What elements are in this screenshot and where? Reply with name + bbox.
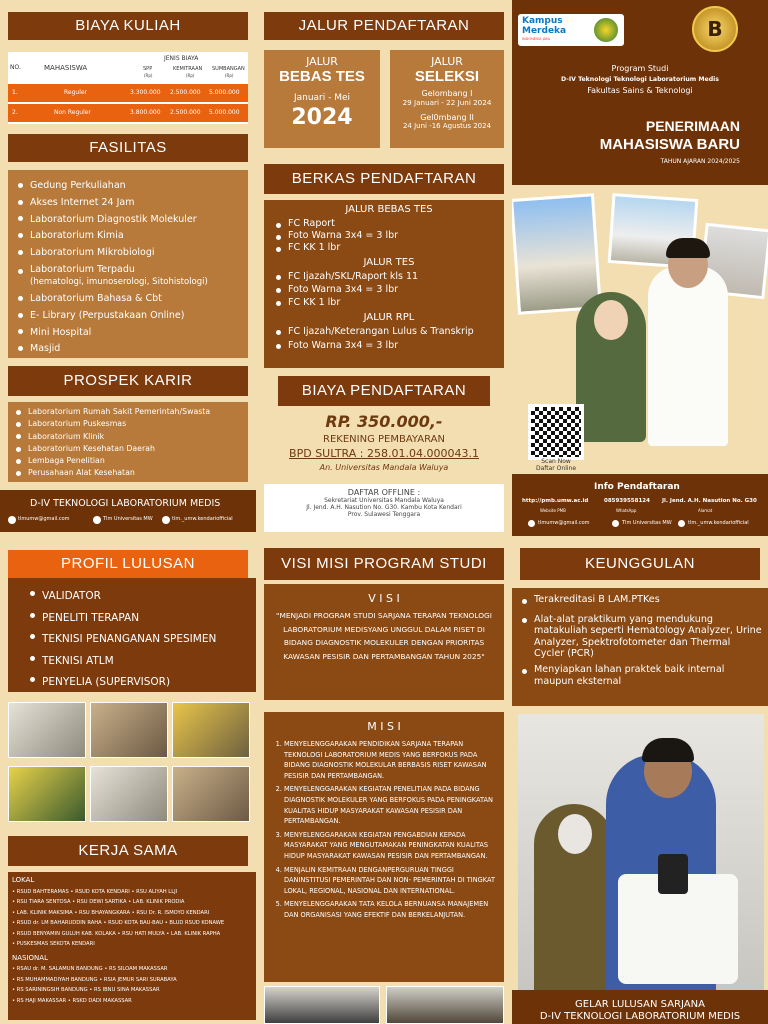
- lab-photo: [518, 714, 764, 990]
- list-item: Akses Internet 24 Jam: [16, 195, 248, 212]
- list-item: Foto Warna 3x4 = 3 lbr: [274, 230, 504, 242]
- biaya-daftar-box: [264, 376, 504, 478]
- list-item: FC KK 1 lbr: [274, 296, 504, 309]
- row-spp: 3.300.000: [130, 89, 161, 96]
- prodi-name: D-IV Teknologi Teknologi Laboratorium Medis: [561, 76, 719, 83]
- list-item: Masjid: [16, 341, 248, 358]
- activity-photo: [172, 766, 250, 822]
- fasilitas-title: FASILITAS: [8, 134, 248, 162]
- jalur-seleksi-box: [390, 50, 504, 148]
- instagram-icon: [678, 520, 685, 527]
- biaya-table: [8, 52, 248, 124]
- misi-item: 5. MENYELENGGARAKAN TATA KELOLA BERNUANSA MANAJEMEN DAN ORGANISASI YANG EFEKTIF DAN BERKELANJUTAN.: [284, 899, 496, 920]
- website-label: Website PMB: [540, 508, 566, 513]
- info-title: Info Pendaftaran: [594, 482, 680, 492]
- row-kem: 2.500.000: [170, 89, 201, 96]
- offline-box: [264, 484, 504, 532]
- cover-facebook[interactable]: Tlm Universitas MW: [622, 520, 672, 526]
- gelombang-2: Gel0mbang II: [420, 113, 474, 122]
- footer-facebook[interactable]: Tlm Universitas MW: [103, 516, 153, 522]
- visi-misi-title: VISI MISI PROGRAM STUDI: [264, 548, 504, 580]
- list-item: FC KK 1 lbr: [274, 242, 504, 254]
- list-item: VALIDATOR: [28, 586, 256, 608]
- offline-line: Sekretariat Universitas Mandala Waluya: [324, 497, 444, 504]
- accreditation-badge: B: [692, 6, 738, 52]
- biaya-daftar-title: BIAYA PENDAFTARAN: [278, 376, 490, 406]
- footer-left: [0, 490, 256, 532]
- list-item: Perusahaan Alat Kesehatan: [14, 467, 248, 479]
- gelombang-1-date: 29 Januari - 22 Juni 2024: [402, 98, 492, 107]
- gelar-degree: D-IV TEKNOLOGI LABORATORIUM MEDIS: [539, 1011, 741, 1022]
- list-item: Laboratorium Kimia: [16, 228, 248, 245]
- table-row: [8, 104, 248, 122]
- footer-title: D-IV TEKNOLOGI LABORATORIUM MEDIS: [30, 498, 221, 509]
- profil-title: PROFIL LULUSAN: [8, 550, 248, 578]
- list-item: E- Library (Perpustakaan Online): [16, 308, 248, 325]
- row-no: 2.: [12, 109, 18, 116]
- activity-photo: [90, 702, 168, 758]
- list-item: Laboratorium Diagnostik Molekuler: [16, 212, 248, 229]
- keunggulan-panel: [512, 588, 768, 706]
- logo-text: Kampus: [522, 16, 563, 26]
- list-item: Laboratorium Mikrobiologi: [16, 245, 248, 262]
- partner-row: • RS MUHAMMADIYAH BANDUNG • RSIA JEMUR SARI SURABAYA: [12, 976, 177, 983]
- visi-heading: V I S I: [368, 592, 400, 605]
- kampus-merdeka-logo: [522, 16, 566, 36]
- tahun-ajaran: TAHUN AJARAN 2024/2025: [660, 158, 740, 165]
- partner-row: • RS SARININGSIH BANDUNG • RS IBNU SINA MAKASSAR: [12, 987, 160, 994]
- list-item: Laboratorium Rumah Sakit Pemerintah/Swasta: [14, 406, 248, 418]
- biaya-kuliah-title: BIAYA KULIAH: [8, 12, 248, 40]
- unit-kem: (Rp): [186, 73, 195, 78]
- logo-text: Merdeka: [522, 26, 567, 36]
- list-item: FC Ijazah/Keterangan Lulus & Transkrip: [274, 325, 504, 339]
- list-item: PENELITI TERAPAN: [28, 608, 256, 630]
- nasional-label: NASIONAL: [12, 954, 48, 963]
- misi-panel: [264, 712, 504, 982]
- penerimaan-title: PENERIMAAN: [645, 118, 740, 134]
- kerja-sama-panel: [8, 872, 256, 1020]
- offline-title: DAFTAR OFFLINE :: [347, 488, 421, 497]
- rekening-number: BPD SULTRA : 258.01.04.000043.1: [289, 447, 479, 460]
- offline-line: Prov. Sulawesi Tenggara: [347, 511, 421, 518]
- keunggulan-title: KEUNGGULAN: [520, 548, 760, 580]
- fasilitas-panel: [8, 170, 248, 358]
- row-kem: 2.500.000: [170, 109, 201, 116]
- logo-box: [518, 14, 624, 46]
- list-item: Laboratorium Klinik: [14, 431, 248, 443]
- faculty-name: Fakultas Sains & Teknologi: [587, 86, 693, 95]
- col-jenis: JENIS BIAYA: [164, 55, 199, 62]
- misi-item: 2. MENYELENGGARAKAN KEGIATAN PENELITIAN PADA BIDANG DIAGNOSTIK MOLEKULER YANG BERFOKUS PADA PENINGKATAN KUALITAS HIDUP MASYARAKAT KAWASAN PESISIR DAN PERTAMBANGAN.: [284, 784, 496, 826]
- list-item-sub: (hematologi, imunoserologi, Sitohistologi): [30, 276, 208, 287]
- rekening-label: REKENING PEMBAYARAN: [323, 434, 445, 445]
- partner-row: • RSUD dr. LM BAHARUDDIN RAHA • RSUD KOTA BAU-BAU • BLUD RSUD KONAWE: [12, 920, 225, 927]
- facebook-icon: [93, 516, 101, 524]
- prospek-panel: [8, 402, 248, 482]
- partner-row: • RSUD BAHTERAMAS • RSUD KOTA KENDARI • RSU ALIYAH LLJI: [12, 889, 178, 895]
- row-mhs: Non Reguler: [54, 109, 91, 116]
- scan-now: Scan Now: [541, 458, 571, 465]
- partner-row: • RS HAJI MAKASSAR • RSKD DADI MAKASSAR: [12, 997, 132, 1004]
- col-sumbangan: SUMBANGAN: [212, 66, 245, 72]
- activity-photo: [90, 766, 168, 822]
- list-item: Lembaga Penelitian: [14, 455, 248, 467]
- col-no: NO.: [10, 64, 21, 71]
- partner-row: • LAB. KLINIK MAKSIMA • RSU BHAYANGKARA • RSU Dr. R. ISMOYO KENDARI: [12, 909, 210, 916]
- list-item: Laboratorium Puskesmas: [14, 418, 248, 430]
- offline-line: Jl. Jend. A.H. Nasution No. G30. Kambu Kota Kendari: [306, 504, 462, 511]
- partner-row: • PUSKESMAS SEKOTA KENDARI: [12, 941, 95, 948]
- gelar-band: [512, 990, 768, 1024]
- list-item: PENYELIA (SUPERVISOR): [28, 672, 256, 694]
- col-kemitraan: KEMITRAAN: [173, 66, 203, 72]
- footer-email[interactable]: tlmumw@gmail.com: [18, 516, 70, 522]
- kerja-sama-title: KERJA SAMA: [8, 836, 248, 866]
- mahasiswa-baru-title: MAHASISWA BARU: [599, 136, 740, 153]
- jalur-title: JALUR PENDAFTARAN: [264, 12, 504, 40]
- university-seal-icon: [594, 18, 618, 42]
- jalur-bebas-box: [264, 50, 380, 148]
- list-item: Menyiapkan lahan praktek baik internal maupun eksternal: [520, 664, 762, 687]
- partner-row: • RSUD BENYAMIN GULUH KAB. KOLAKA • RSU HATI MULYA • LAB. KLINIK RAPHA: [12, 930, 221, 937]
- row-sum: 5.000.000: [209, 109, 240, 116]
- partner-row: • RSAU dr. M. SALAMUN BANDUNG • RS SILOAM MAKASSAR: [12, 966, 168, 973]
- list-item: Foto Warna 3x4 = 3 lbr: [274, 339, 504, 353]
- unit-spp: (Rp): [144, 73, 153, 78]
- gelar-title: GELAR LULUSAN SARJANA: [575, 999, 705, 1010]
- email-icon: [528, 520, 535, 527]
- list-item: TEKNISI PENANGANAN SPESIMEN: [28, 629, 256, 651]
- prodi-label: Program Studi: [611, 64, 669, 73]
- logo-sub: INDONESIA JAYA: [522, 37, 551, 41]
- scan-daftar: Daftar Online: [535, 465, 577, 472]
- rekening-owner: An. Universitas Mandala Waluya: [319, 463, 449, 472]
- berkas-section: JALUR BEBAS TES: [345, 204, 433, 215]
- list-item: Laboratorium Bahasa & Cbt: [16, 291, 248, 308]
- jalur-seleksi-name: SELEKSI: [414, 68, 480, 85]
- col-mahasiswa: MAHASISWA: [44, 64, 88, 72]
- row-sum: 5.000.000: [209, 89, 240, 96]
- website-link[interactable]: http://pmb.umw.ac.id: [522, 498, 589, 504]
- activity-photo: [172, 702, 250, 758]
- jalur-label: JALUR: [431, 55, 463, 68]
- visi-panel: [264, 584, 504, 700]
- berkas-title: BERKAS PENDAFTARAN: [264, 164, 504, 194]
- address-label: Alamat: [698, 508, 713, 513]
- table-row: [8, 84, 248, 102]
- whatsapp-number[interactable]: 085939558124: [604, 498, 650, 504]
- berkas-panel: [264, 200, 504, 368]
- prospek-title: PROSPEK KARIR: [8, 366, 248, 396]
- email-icon: [8, 516, 16, 524]
- address-text: Jl. Jend. A.H. Nasution No. G30: [662, 498, 757, 504]
- cover-email[interactable]: tlmumw@gmail.com: [538, 520, 590, 526]
- list-item: Laboratorium Terpadu: [16, 264, 248, 276]
- whatsapp-label: WhatsApp: [616, 508, 637, 513]
- cover-instagram[interactable]: tlm._umw.kendariofficial: [688, 520, 749, 526]
- jalur-bebas-name: BEBAS TES: [279, 68, 365, 85]
- misi-item: 1. MENYELENGGARAKAN PENDIDIKAN SARJANA TERAPAN TEKNOLOGI LABORATORIUM MEDIS YANG BERFOKUS PADA BIDANG DIAGNOSTIK MOLEKULAR BERBASIS RISET KAWASAN PESISIR DAN PERTAMBANGAN.: [284, 739, 496, 781]
- unit-sum: (Rp): [225, 73, 234, 78]
- berkas-section: JALUR RPL: [363, 312, 415, 323]
- misi-heading: M I S I: [367, 720, 401, 733]
- gelombang-1: Gelombang I: [421, 89, 473, 98]
- list-item: Gedung Perkuliahan: [16, 178, 248, 195]
- jalur-bebas-year: 2024: [291, 105, 353, 130]
- footer-instagram[interactable]: tlm._umw.kendariofficial: [172, 516, 233, 522]
- visi-text: "MENJADI PROGRAM STUDI SARJANA TERAPAN TEKNOLOGI LABORATORIUM MEDISYANG UNGGUL DALAM RISET DI BIDANG DIAGNOSTIK MOLEKULER DENGAN PRIORITAS KAWASAN PESISIR DAN PERTAMBANGAN TAHUN 2025": [276, 611, 492, 661]
- misi-item: 3. MENYELENGGARAKAN KEGIATAN PENGABDIAN KEPADA MASYARAKAT YANG MENGUTAMAKAN PENINGKATAN KUALITAS HIDUP MASYARAKAT KAWASAN PESISIR DAN PERTAMBANGAN.: [284, 830, 496, 862]
- jalur-label: JALUR: [306, 55, 338, 68]
- list-item: Alat-alat praktikum yang mendukung matakuliah seperti Hematology Analyzer, Urine Analyzer, Spektrofotometer dan Thermal Cycler (PCR): [520, 614, 762, 660]
- berkas-section: JALUR TES: [363, 257, 415, 268]
- list-item: FC Ijazah/SKL/Raport kls 11: [274, 270, 504, 283]
- partner-row: • RSU TIARA SENTOSA • RSU DEWI SARTIKA • LAB. KLINIK PRODIA: [12, 899, 185, 906]
- jalur-bebas-period: Januari - Mei: [293, 93, 351, 103]
- col-spp: SPP: [143, 66, 153, 72]
- row-no: 1.: [12, 89, 18, 96]
- list-item: FC Raport: [274, 218, 504, 230]
- gelombang-2-date: 24 Juni -16 Agustus 2024: [402, 122, 492, 130]
- activity-photo: [264, 986, 380, 1024]
- instagram-icon: [162, 516, 170, 524]
- list-item: Laboratorium Kesehatan Daerah: [14, 443, 248, 455]
- misi-item: 4. MENJALIN KEMITRAAN DENGANPERGURUAN TINGGI DANINSTITUSI PEMERINTAH DAN NON- PEMERINTAH DI TINGKAT LOKAL, REGIONAL, NASIONAL DAN INTERNATIONAL.: [284, 865, 496, 897]
- biaya-amount: RP. 350.000,-: [325, 412, 443, 431]
- lokal-label: LOKAL: [12, 876, 35, 884]
- row-spp: 3.800.000: [130, 109, 161, 116]
- list-item: Foto Warna 3x4 = 3 lbr: [274, 283, 504, 296]
- profil-panel: [8, 578, 256, 692]
- list-item: TEKNISI ATLM: [28, 651, 256, 673]
- cover-panel: [512, 0, 768, 540]
- list-item: Terakreditasi B LAM.PTKes: [520, 594, 762, 606]
- list-item: Mini Hospital: [16, 325, 248, 342]
- activity-photo: [8, 766, 86, 822]
- qr-code[interactable]: [528, 404, 584, 460]
- activity-photo: [386, 986, 504, 1024]
- activity-photo: [8, 702, 86, 758]
- row-mhs: Reguler: [64, 89, 88, 96]
- facebook-icon: [612, 520, 619, 527]
